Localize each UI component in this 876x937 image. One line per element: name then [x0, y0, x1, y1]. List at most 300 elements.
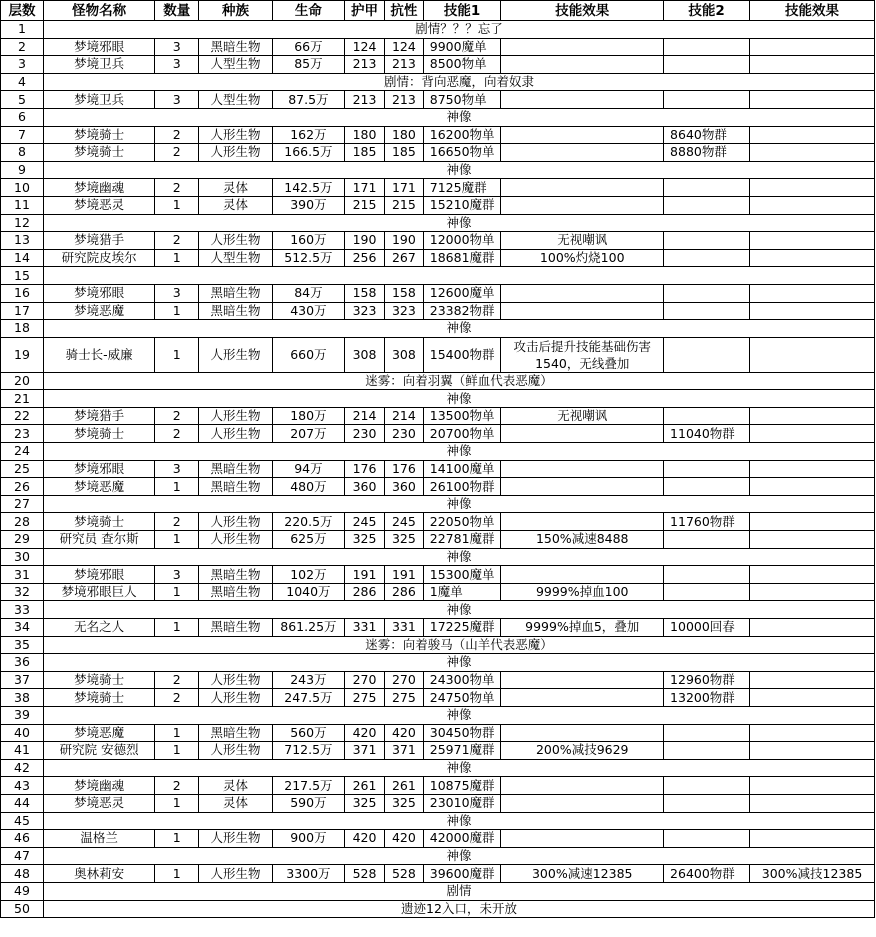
table-row	[1, 794, 875, 812]
cell-floor-note: 剧情：背向恶魔，向着奴隶	[44, 73, 875, 91]
cell-race: 人形生物	[199, 865, 272, 883]
table-row-note	[1, 900, 875, 918]
table-row	[1, 583, 875, 601]
cell-skill2-effect	[750, 179, 875, 197]
cell-resist: 325	[384, 794, 423, 812]
cell-resist: 190	[384, 232, 423, 250]
cell-floor: 39	[1, 706, 44, 724]
cell-resist: 158	[384, 284, 423, 302]
cell-armor: 325	[345, 531, 385, 549]
cell-armor: 176	[345, 460, 385, 478]
cell-floor-note: 神像	[44, 108, 875, 126]
cell-count: 1	[155, 531, 199, 549]
cell-resist: 308	[384, 337, 423, 372]
cell-count: 2	[155, 179, 199, 197]
cell-floor: 21	[1, 390, 44, 408]
cell-skill1-effect: 无视嘲讽	[501, 407, 664, 425]
cell-monster-name: 梦境骑士	[44, 425, 155, 443]
cell-skill2	[664, 583, 750, 601]
cell-floor-note: 迷雾：向着骏马（山羊代表恶魔）	[44, 636, 875, 654]
cell-floor: 25	[1, 460, 44, 478]
cell-armor: 214	[345, 407, 385, 425]
cell-floor: 44	[1, 794, 44, 812]
cell-skill2	[664, 249, 750, 267]
cell-skill2	[664, 232, 750, 250]
cell-monster-name: 梦境幽魂	[44, 179, 155, 197]
cell-monster-name: 梦境卫兵	[44, 91, 155, 109]
table-row-note	[1, 320, 875, 338]
cell-skill2	[664, 742, 750, 760]
cell-skill2-effect	[750, 38, 875, 56]
cell-race: 人形生物	[199, 425, 272, 443]
cell-count: 3	[155, 56, 199, 74]
cell-floor: 33	[1, 601, 44, 619]
cell-skill1: 22050物单	[423, 513, 501, 531]
table-row-note	[1, 706, 875, 724]
cell-armor: 124	[345, 38, 385, 56]
cell-floor: 9	[1, 161, 44, 179]
cell-hp: 512.5万	[272, 249, 344, 267]
table-body	[1, 21, 875, 918]
header-resist: 抗性	[384, 1, 423, 21]
table-row	[1, 249, 875, 267]
cell-floor: 47	[1, 847, 44, 865]
table-row	[1, 425, 875, 443]
cell-armor: 331	[345, 619, 385, 637]
cell-skill1-effect: 150%减速8488	[501, 531, 664, 549]
cell-floor-note: 迷雾：向着羽翼（鲜血代表恶魔）	[44, 372, 875, 390]
cell-armor: 308	[345, 337, 385, 372]
cell-floor: 29	[1, 531, 44, 549]
cell-armor: 213	[345, 91, 385, 109]
table-row-note	[1, 548, 875, 566]
cell-floor: 22	[1, 407, 44, 425]
cell-armor: 158	[345, 284, 385, 302]
cell-skill2	[664, 38, 750, 56]
cell-skill1-effect	[501, 830, 664, 848]
cell-skill1: 23010魔群	[423, 794, 501, 812]
cell-skill2-effect	[750, 232, 875, 250]
cell-race: 黑暗生物	[199, 724, 272, 742]
cell-skill1-effect	[501, 56, 664, 74]
cell-floor-note: 神像	[44, 320, 875, 338]
cell-resist: 214	[384, 407, 423, 425]
cell-skill2	[664, 56, 750, 74]
table-row	[1, 144, 875, 162]
cell-race: 黑暗生物	[199, 460, 272, 478]
cell-hp: 861.25万	[272, 619, 344, 637]
cell-resist: 270	[384, 671, 423, 689]
cell-floor: 41	[1, 742, 44, 760]
cell-monster-name: 梦境骑士	[44, 144, 155, 162]
cell-race: 人形生物	[199, 689, 272, 707]
cell-race: 人形生物	[199, 337, 272, 372]
cell-hp: 166.5万	[272, 144, 344, 162]
cell-skill2: 8640物群	[664, 126, 750, 144]
cell-skill2-effect	[750, 619, 875, 637]
cell-race: 人型生物	[199, 91, 272, 109]
table-row-note	[1, 847, 875, 865]
cell-skill2: 12960物群	[664, 671, 750, 689]
table-row-note	[1, 601, 875, 619]
cell-skill1-effect: 100%灼烧100	[501, 249, 664, 267]
cell-skill1: 23382物群	[423, 302, 501, 320]
cell-floor-note: 神像	[44, 443, 875, 461]
cell-floor: 50	[1, 900, 44, 918]
cell-count: 2	[155, 671, 199, 689]
table-row	[1, 38, 875, 56]
cell-floor: 3	[1, 56, 44, 74]
table-row	[1, 671, 875, 689]
cell-floor-note: 神像	[44, 759, 875, 777]
cell-monster-name: 梦境幽魂	[44, 777, 155, 795]
table-row-note	[1, 495, 875, 513]
cell-skill2-effect	[750, 566, 875, 584]
cell-floor: 7	[1, 126, 44, 144]
cell-skill2	[664, 777, 750, 795]
cell-hp: 430万	[272, 302, 344, 320]
cell-skill2	[664, 566, 750, 584]
table-row-note	[1, 390, 875, 408]
cell-resist: 171	[384, 179, 423, 197]
cell-skill1: 10875魔群	[423, 777, 501, 795]
cell-race: 灵体	[199, 794, 272, 812]
cell-skill2	[664, 407, 750, 425]
cell-resist: 245	[384, 513, 423, 531]
cell-floor: 19	[1, 337, 44, 372]
table-row-note	[1, 267, 875, 285]
table-row	[1, 337, 875, 372]
header-race: 种族	[199, 1, 272, 21]
cell-skill1: 18681魔群	[423, 249, 501, 267]
cell-hp: 590万	[272, 794, 344, 812]
cell-race: 人形生物	[199, 830, 272, 848]
cell-race: 黑暗生物	[199, 38, 272, 56]
cell-floor: 8	[1, 144, 44, 162]
table-row-note	[1, 654, 875, 672]
cell-race: 人形生物	[199, 126, 272, 144]
cell-skill1-effect: 300%减速12385	[501, 865, 664, 883]
cell-skill1: 15300魔单	[423, 566, 501, 584]
cell-skill1: 8500物单	[423, 56, 501, 74]
table-row-note	[1, 882, 875, 900]
header-count: 数量	[155, 1, 199, 21]
cell-skill2	[664, 830, 750, 848]
cell-floor-note: 神像	[44, 812, 875, 830]
cell-count: 2	[155, 407, 199, 425]
table-row	[1, 478, 875, 496]
cell-skill2-effect	[750, 513, 875, 531]
table-row	[1, 196, 875, 214]
cell-skill1: 12600魔单	[423, 284, 501, 302]
cell-skill2: 11760物群	[664, 513, 750, 531]
cell-floor: 12	[1, 214, 44, 232]
header-skill1: 技能1	[423, 1, 501, 21]
cell-race: 人型生物	[199, 249, 272, 267]
cell-skill2-effect	[750, 671, 875, 689]
cell-hp: 390万	[272, 196, 344, 214]
cell-race: 人形生物	[199, 531, 272, 549]
cell-skill1: 1魔单	[423, 583, 501, 601]
cell-skill2-effect	[750, 407, 875, 425]
table-row	[1, 777, 875, 795]
cell-resist: 360	[384, 478, 423, 496]
cell-monster-name: 梦境恶魔	[44, 724, 155, 742]
cell-resist: 230	[384, 425, 423, 443]
cell-skill1-effect: 9999%掉血100	[501, 583, 664, 601]
cell-skill1: 30450物群	[423, 724, 501, 742]
cell-skill2	[664, 531, 750, 549]
cell-hp: 625万	[272, 531, 344, 549]
header-row	[1, 1, 875, 21]
cell-floor: 32	[1, 583, 44, 601]
cell-resist: 420	[384, 724, 423, 742]
cell-resist: 185	[384, 144, 423, 162]
cell-skill2	[664, 478, 750, 496]
table-row	[1, 460, 875, 478]
cell-skill1-effect	[501, 460, 664, 478]
cell-armor: 286	[345, 583, 385, 601]
cell-skill2-effect	[750, 91, 875, 109]
cell-skill2	[664, 460, 750, 478]
cell-floor: 26	[1, 478, 44, 496]
table-row-note	[1, 73, 875, 91]
table-row	[1, 689, 875, 707]
cell-floor: 20	[1, 372, 44, 390]
table-row	[1, 513, 875, 531]
cell-skill1-effect	[501, 126, 664, 144]
table-row	[1, 91, 875, 109]
table-row-note	[1, 108, 875, 126]
cell-skill1: 7125魔群	[423, 179, 501, 197]
cell-armor: 256	[345, 249, 385, 267]
cell-skill2-effect	[750, 689, 875, 707]
cell-armor: 420	[345, 830, 385, 848]
cell-race: 黑暗生物	[199, 566, 272, 584]
table-row-note	[1, 443, 875, 461]
table-row	[1, 179, 875, 197]
cell-skill1: 22781魔群	[423, 531, 501, 549]
header-skill1-effect: 技能效果	[501, 1, 664, 21]
cell-skill2: 10000回春	[664, 619, 750, 637]
cell-skill1-effect: 9999%掉血5，叠加	[501, 619, 664, 637]
cell-skill1: 24750物单	[423, 689, 501, 707]
cell-skill2-effect	[750, 249, 875, 267]
cell-hp: 142.5万	[272, 179, 344, 197]
table-row	[1, 531, 875, 549]
cell-skill1: 42000魔群	[423, 830, 501, 848]
cell-floor-note: 剧情	[44, 882, 875, 900]
cell-floor: 15	[1, 267, 44, 285]
cell-armor: 213	[345, 56, 385, 74]
cell-floor: 37	[1, 671, 44, 689]
header-monster-name: 怪物名称	[44, 1, 155, 21]
cell-skill2-effect	[750, 337, 875, 372]
cell-resist: 286	[384, 583, 423, 601]
cell-skill2: 13200物群	[664, 689, 750, 707]
cell-skill1-effect: 攻击后提升技能基础伤害1540，无线叠加	[501, 337, 664, 372]
cell-race: 人形生物	[199, 742, 272, 760]
cell-hp: 243万	[272, 671, 344, 689]
cell-floor: 42	[1, 759, 44, 777]
cell-race: 人形生物	[199, 407, 272, 425]
cell-skill2-effect	[750, 56, 875, 74]
table-row	[1, 830, 875, 848]
cell-race: 黑暗生物	[199, 583, 272, 601]
cell-skill2: 11040物群	[664, 425, 750, 443]
cell-race: 灵体	[199, 777, 272, 795]
cell-count: 1	[155, 865, 199, 883]
cell-floor-note: 神像	[44, 390, 875, 408]
cell-skill2-effect	[750, 302, 875, 320]
cell-resist: 176	[384, 460, 423, 478]
cell-hp: 160万	[272, 232, 344, 250]
cell-floor: 34	[1, 619, 44, 637]
table-row-note	[1, 759, 875, 777]
cell-skill2: 26400物群	[664, 865, 750, 883]
cell-race: 灵体	[199, 196, 272, 214]
cell-race: 黑暗生物	[199, 284, 272, 302]
cell-count: 1	[155, 619, 199, 637]
cell-hp: 220.5万	[272, 513, 344, 531]
cell-hp: 207万	[272, 425, 344, 443]
table-row-note	[1, 636, 875, 654]
cell-floor: 10	[1, 179, 44, 197]
cell-skill1-effect	[501, 179, 664, 197]
cell-floor: 5	[1, 91, 44, 109]
cell-skill1-effect: 无视嘲讽	[501, 232, 664, 250]
table-row	[1, 126, 875, 144]
cell-armor: 191	[345, 566, 385, 584]
cell-hp: 480万	[272, 478, 344, 496]
cell-skill2	[664, 724, 750, 742]
cell-race: 人形生物	[199, 671, 272, 689]
cell-hp: 247.5万	[272, 689, 344, 707]
table-row-note	[1, 161, 875, 179]
header-skill2: 技能2	[664, 1, 750, 21]
cell-armor: 420	[345, 724, 385, 742]
cell-monster-name: 梦境骑士	[44, 689, 155, 707]
table-row	[1, 284, 875, 302]
cell-resist: 124	[384, 38, 423, 56]
cell-skill1: 17225魔群	[423, 619, 501, 637]
cell-skill2-effect: 300%减技12385	[750, 865, 875, 883]
cell-floor: 16	[1, 284, 44, 302]
table-row	[1, 232, 875, 250]
cell-skill1-effect	[501, 794, 664, 812]
cell-floor: 35	[1, 636, 44, 654]
cell-race: 人型生物	[199, 56, 272, 74]
cell-skill1: 8750物单	[423, 91, 501, 109]
cell-floor-note: 神像	[44, 601, 875, 619]
cell-resist: 331	[384, 619, 423, 637]
cell-hp: 87.5万	[272, 91, 344, 109]
header-hp: 生命	[272, 1, 344, 21]
cell-skill2-effect	[750, 126, 875, 144]
table-row-note	[1, 812, 875, 830]
cell-resist: 323	[384, 302, 423, 320]
cell-floor: 4	[1, 73, 44, 91]
cell-skill1-effect	[501, 196, 664, 214]
cell-monster-name: 梦境邪眼巨人	[44, 583, 155, 601]
cell-hp: 85万	[272, 56, 344, 74]
cell-count: 2	[155, 777, 199, 795]
cell-floor-note: 遗迹12入口，未开放	[44, 900, 875, 918]
cell-skill2	[664, 337, 750, 372]
cell-floor: 13	[1, 232, 44, 250]
cell-count: 2	[155, 425, 199, 443]
cell-monster-name: 温格兰	[44, 830, 155, 848]
cell-floor-note: 剧情？？？忘了	[44, 21, 875, 39]
cell-floor-note	[44, 267, 875, 285]
cell-count: 1	[155, 794, 199, 812]
table-row	[1, 865, 875, 883]
cell-count: 1	[155, 742, 199, 760]
cell-skill2-effect	[750, 531, 875, 549]
cell-count: 1	[155, 478, 199, 496]
cell-floor: 1	[1, 21, 44, 39]
cell-skill2-effect	[750, 478, 875, 496]
cell-armor: 270	[345, 671, 385, 689]
cell-monster-name: 梦境邪眼	[44, 284, 155, 302]
table-row-note	[1, 214, 875, 232]
cell-skill2	[664, 302, 750, 320]
cell-floor: 49	[1, 882, 44, 900]
cell-floor: 14	[1, 249, 44, 267]
cell-floor-note: 神像	[44, 706, 875, 724]
cell-count: 1	[155, 196, 199, 214]
cell-hp: 66万	[272, 38, 344, 56]
cell-floor: 17	[1, 302, 44, 320]
cell-armor: 190	[345, 232, 385, 250]
cell-skill1: 39600魔群	[423, 865, 501, 883]
cell-armor: 528	[345, 865, 385, 883]
cell-monster-name: 梦境猎手	[44, 407, 155, 425]
cell-monster-name: 梦境邪眼	[44, 566, 155, 584]
cell-skill2-effect	[750, 830, 875, 848]
cell-skill2	[664, 794, 750, 812]
cell-resist: 191	[384, 566, 423, 584]
header-skill2-effect: 技能效果	[750, 1, 875, 21]
cell-hp: 84万	[272, 284, 344, 302]
cell-floor: 30	[1, 548, 44, 566]
table-row	[1, 619, 875, 637]
cell-skill2-effect	[750, 794, 875, 812]
cell-skill2-effect	[750, 777, 875, 795]
cell-skill1: 15400物群	[423, 337, 501, 372]
cell-skill2	[664, 91, 750, 109]
cell-hp: 560万	[272, 724, 344, 742]
table-row	[1, 724, 875, 742]
cell-count: 2	[155, 513, 199, 531]
cell-floor: 48	[1, 865, 44, 883]
cell-resist: 261	[384, 777, 423, 795]
cell-resist: 267	[384, 249, 423, 267]
cell-hp: 660万	[272, 337, 344, 372]
cell-armor: 180	[345, 126, 385, 144]
cell-race: 黑暗生物	[199, 302, 272, 320]
header-floor: 层数	[1, 1, 44, 21]
cell-skill2-effect	[750, 284, 875, 302]
cell-monster-name: 梦境猎手	[44, 232, 155, 250]
cell-skill1-effect	[501, 144, 664, 162]
cell-floor: 45	[1, 812, 44, 830]
cell-armor: 371	[345, 742, 385, 760]
cell-hp: 102万	[272, 566, 344, 584]
cell-race: 人形生物	[199, 232, 272, 250]
cell-floor-note: 神像	[44, 214, 875, 232]
cell-skill1: 24300物单	[423, 671, 501, 689]
